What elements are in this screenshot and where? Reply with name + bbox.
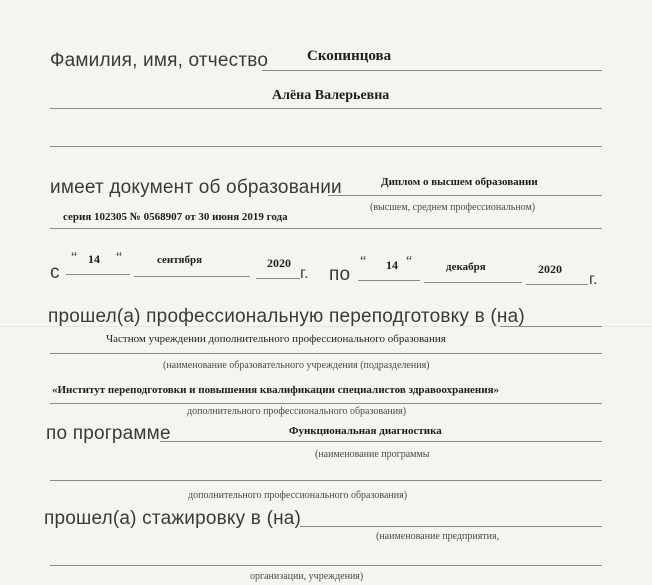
period-from-day: 14 bbox=[88, 252, 100, 266]
period-from-year: 2020 bbox=[267, 256, 291, 270]
internship-label: прошел(а) стажировку в (на) bbox=[44, 508, 302, 529]
period-to-year-suffix: г. bbox=[589, 271, 598, 288]
given-names-underline bbox=[50, 108, 602, 109]
period-to-open-quote: “ bbox=[360, 254, 367, 269]
institution-hint-1: (наименование образовательного учреждения (подразделения) bbox=[163, 360, 430, 371]
program-hint-2: дополнительного профессионального образования) bbox=[188, 490, 408, 501]
surname-label: Фамилия, имя, отчество bbox=[50, 50, 269, 71]
document-series: серия 102305 № 0568907 от 30 июня 2019 года bbox=[63, 211, 288, 223]
period-to-day: 14 bbox=[386, 258, 398, 272]
period-to-year: 2020 bbox=[538, 262, 562, 276]
institution-underline-2 bbox=[50, 403, 602, 404]
surname-value: Скопинцова bbox=[307, 48, 392, 64]
period-from-year-underline bbox=[256, 278, 300, 279]
internship-hint-2: организации, учреждения) bbox=[250, 571, 364, 582]
period-from-close-quote: “ bbox=[116, 250, 123, 265]
period-to-label: по bbox=[329, 264, 351, 285]
period-from-label: с bbox=[50, 262, 60, 283]
surname-underline bbox=[262, 70, 602, 71]
period-to-day-underline bbox=[358, 280, 420, 281]
program-blank-underline bbox=[50, 480, 602, 481]
retraining-label: прошел(а) профессиональную переподготовку в (на) bbox=[48, 306, 525, 327]
internship-blank-underline bbox=[50, 565, 602, 566]
period-to-month: декабря bbox=[446, 261, 486, 273]
internship-underline bbox=[300, 526, 602, 527]
document-hint: (высшем, среднем профессиональном) bbox=[370, 202, 536, 213]
institution-underline-1 bbox=[50, 353, 602, 354]
internship-hint-1: (наименование предприятия, bbox=[376, 531, 500, 542]
program-value: Функциональная диагностика bbox=[289, 425, 442, 437]
period-to-month-underline bbox=[424, 282, 522, 283]
institution-line-1: Частном учреждении дополнительного профессионального образования bbox=[106, 333, 446, 345]
document-value: Диплом о высшем образовании bbox=[381, 176, 538, 188]
blank-underline-1 bbox=[50, 146, 602, 147]
period-to-close-quote: “ bbox=[406, 254, 413, 269]
period-from-open-quote: “ bbox=[71, 250, 78, 265]
document-underline bbox=[328, 195, 602, 196]
program-label: по программе bbox=[46, 423, 171, 444]
retraining-underline bbox=[500, 326, 602, 327]
document-series-underline bbox=[50, 228, 602, 229]
program-hint-1: (наименование программы bbox=[315, 449, 430, 460]
period-from-year-suffix: г. bbox=[300, 265, 309, 282]
institution-hint-2: дополнительного профессионального образования) bbox=[187, 406, 407, 417]
period-from-month: сентября bbox=[157, 254, 203, 266]
given-names-value: Алёна Валерьевна bbox=[272, 88, 390, 103]
program-underline bbox=[160, 441, 602, 442]
period-from-month-underline bbox=[134, 276, 250, 277]
document-label: имеет документ об образовании bbox=[50, 177, 342, 198]
institution-line-2: «Институт переподготовки и повышения квалификации специалистов здравоохранения» bbox=[52, 384, 500, 396]
period-to-year-underline bbox=[526, 284, 588, 285]
period-from-day-underline bbox=[66, 274, 130, 275]
